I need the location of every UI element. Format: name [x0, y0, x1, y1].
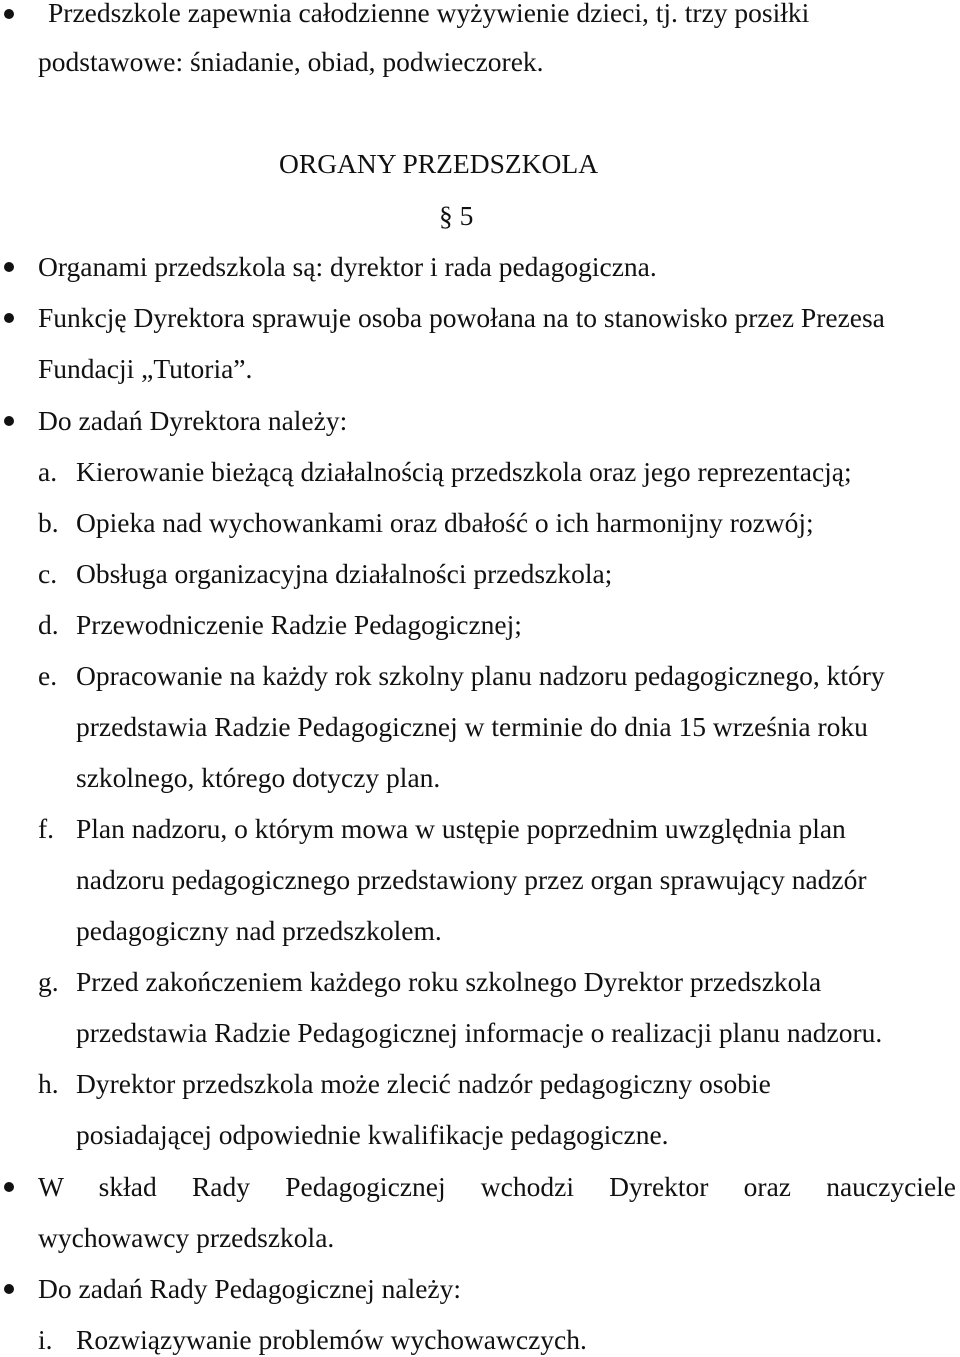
- bullet-marker: [4, 262, 14, 272]
- bullet-marker: [4, 1182, 14, 1192]
- section-paragraph-number: § 5: [439, 200, 474, 231]
- list-item-line: Obsługa organizacyjna działalności przedszkola;: [76, 558, 613, 589]
- list-item-line: Rozwiązywanie problemów wychowawczych.: [76, 1324, 587, 1355]
- list-letter: c.: [38, 558, 58, 589]
- list-item-line: Przewodniczenie Radzie Pedagogicznej;: [76, 609, 522, 640]
- list-letter: a.: [38, 456, 58, 487]
- list-item-line: Opracowanie na każdy rok szkolny planu nadzoru pedagogicznego, który: [76, 660, 885, 691]
- list-item-line: nadzoru pedagogicznego przedstawiony przez organ sprawujący nadzór: [76, 864, 867, 895]
- list-item-line: pedagogiczny nad przedszkolem.: [76, 915, 442, 946]
- list-letter: b.: [38, 507, 59, 538]
- paragraph-line: Funkcję Dyrektora sprawuje osoba powołana na to stanowisko przez Prezesa: [38, 302, 885, 333]
- paragraph-line: Organami przedszkola są: dyrektor i rada pedagogiczna.: [38, 251, 657, 282]
- list-item-line: Przed zakończeniem każdego roku szkolnego Dyrektor przedszkola: [76, 966, 822, 997]
- list-letter: g.: [38, 966, 59, 997]
- paragraph-line: podstawowe: śniadanie, obiad, podwieczorek.: [38, 46, 544, 77]
- list-item-line: Plan nadzoru, o którym mowa w ustępie poprzednim uwzględnia plan: [76, 813, 846, 844]
- section-heading: ORGANY PRZEDSZKOLA: [279, 148, 599, 179]
- list-item-line: przedstawia Radzie Pedagogicznej informacje o realizacji planu nadzoru.: [76, 1017, 883, 1048]
- list-item-line: Dyrektor przedszkola może zlecić nadzór pedagogiczny osobie: [76, 1068, 771, 1099]
- bullet-marker: [4, 416, 14, 426]
- paragraph-line: Do zadań Rady Pedagogicznej należy:: [38, 1273, 462, 1304]
- list-letter: f.: [38, 813, 55, 844]
- list-letter: e.: [38, 660, 58, 691]
- bullet-marker: [4, 9, 14, 19]
- paragraph-line: Do zadań Dyrektora należy:: [38, 405, 348, 436]
- list-letter: i.: [38, 1324, 53, 1355]
- list-item-line: Opieka nad wychowankami oraz dbałość o ich harmonijny rozwój;: [76, 507, 814, 538]
- paragraph-line: Przedszkole zapewnia całodzienne wyżywienie dzieci, tj. trzy posiłki: [48, 0, 810, 28]
- paragraph-line: Fundacji „Tutoria”.: [38, 353, 253, 384]
- list-item-line: szkolnego, którego dotyczy plan.: [76, 762, 441, 793]
- list-letter: h.: [38, 1068, 59, 1099]
- bullet-marker: [4, 313, 14, 323]
- list-item-line: przedstawia Radzie Pedagogicznej w terminie do dnia 15 września roku: [76, 711, 868, 742]
- paragraph-line: wychowawcy przedszkola.: [38, 1222, 335, 1253]
- bullet-marker: [4, 1284, 14, 1294]
- list-item-line: Kierowanie bieżącą działalnością przedszkola oraz jego reprezentacją;: [76, 456, 852, 487]
- list-letter: d.: [38, 609, 59, 640]
- list-item-line: posiadającej odpowiednie kwalifikacje pedagogiczne.: [76, 1119, 669, 1150]
- paragraph-line: W skład Rady Pedagogicznej wchodzi Dyrektor oraz nauczyciele: [38, 1171, 956, 1202]
